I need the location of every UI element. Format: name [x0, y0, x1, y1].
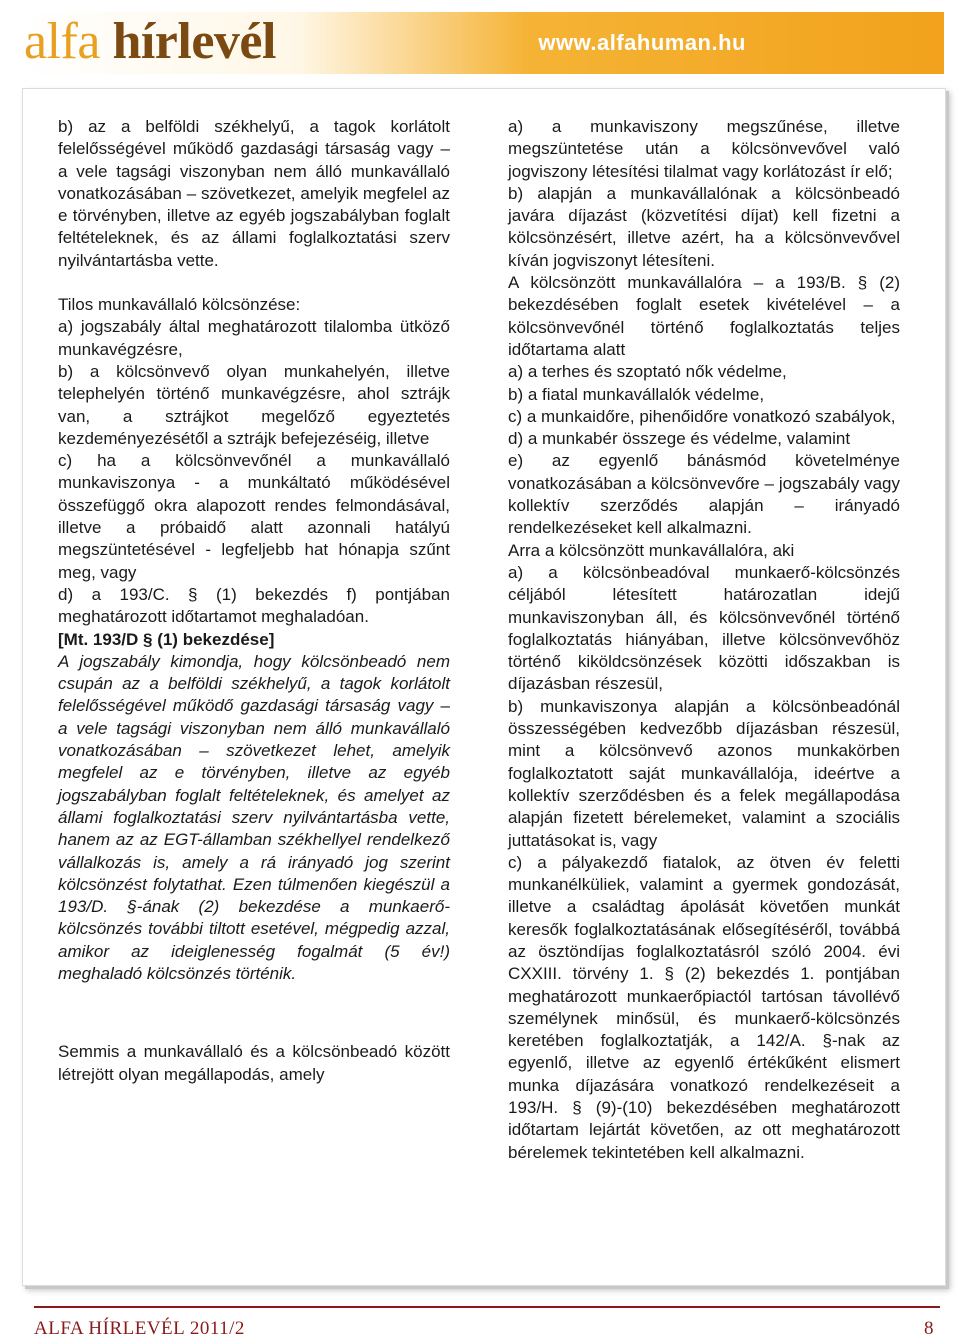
right-column [508, 116, 900, 1164]
paragraph: d) a 193/C. § (1) bekezdés f) pontjában meghatározott időtartamot meghaladóan. [58, 584, 450, 627]
website-url[interactable]: www.alfahuman.hu [538, 30, 746, 55]
paragraph: a) a terhes és szoptató nők védelme, [508, 362, 787, 382]
paragraph: A kölcsönzött munkavállalóra – a 193/B. § (2) bekezdésében foglalt esetek kivételével – a kölcsönvevőnél történő foglalkoztatás teljes időtartama alatt [508, 273, 900, 359]
logo [24, 14, 276, 70]
header-banner [22, 12, 944, 74]
paragraph: a) a munkaviszony megszűnése, illetve megszüntetése után a kölcsönvevővel való jogviszony létesítési tilalmat vagy korlátozást ír elő; [508, 117, 900, 181]
page-number: 8 [924, 1318, 934, 1339]
paragraph: c) a pályakezdő fiatalok, az ötven év feletti munkanélküliek, valamint a gyermek gondozását, illetve a családtag ápolását követően munkát keresők foglalkoztatásának elősegítéséről, továbbá az ösztöndíjas foglalkoztatásról szóló 2004. évi CXXIII. törvény 1. § (2) bekezdés 1. pontjában meghatározott munkaerőpiactól tartósan távollévő személynek minősül, és munkaerő-kölcsönzés keretében foglalkoztatják, a 142/A. §-nak az egyenlő, illetve az egyenlő értékűként elismert munka díjazására vonatkozó rendelkezéseit a 193/H. § (9)-(10) bekezdésében meghatározott időtartam lejártát követően, az ott meghatározott bérelemek tekintetében kell alkalmazni. [508, 852, 900, 1162]
logo-alfa: alfa [24, 13, 100, 70]
logo-hirlevel: hírlevél [112, 13, 276, 70]
paragraph: d) a munkabér összege és védelme, valamint [508, 429, 851, 449]
paragraph: c) ha a kölcsönvevőnél a munkavállaló munkaviszonya - a munkáltató működésével összefüggő okra alapozott rendes felmondásával, illetve a próbaidő alatt azonnali hatályú megszüntetésével - legfeljebb hat hónapja szűnt meg, vagy [58, 451, 450, 582]
footer-title: ALFA HÍRLEVÉL 2011/2 [34, 1318, 245, 1339]
paragraph: b) a kölcsönvevő olyan munkahelyén, illetve telephelyén történő munkavégzésre, ahol sztrájk van, a sztrájkot megelőző egyeztetés kezdeményezésétől a sztrájk befejezéséig, illetve [58, 361, 450, 448]
paragraph: b) munkaviszonya alapján a kölcsönbeadónál összességében kedvezőbb díjazásban részesül, mint a kölcsönvevő azonos munkakörben foglalkoztatott saját munkavállalója, ideértve a kollektív szerződésben és a felek megállapodása alapján fizetett bérelemeket, valamint a szociális juttatásokat is, vagy [508, 696, 900, 850]
footer-divider [34, 1306, 940, 1308]
paragraph: c) a munkaidőre, pihenőidőre vonatkozó szabályok, [508, 406, 896, 426]
paragraph: b) a fiatal munkavállalók védelme, [508, 384, 765, 404]
paragraph: Tilos munkavállaló kölcsönzése: [58, 295, 301, 315]
paragraph: e) az egyenlő bánásmód követelménye vonatkozásában a kölcsönvevőre – jogszabály vagy kollektív szerződés alapján – irányadó rendelkezéseket kell alkalmazni. [508, 451, 900, 538]
paragraph: Arra a kölcsönzött munkavállalóra, aki [508, 540, 795, 560]
left-column [58, 116, 450, 1086]
commentary-quote: A jogszabály kimondja, hogy kölcsönbeadó nem csupán az a belföldi székhelyű, a tagok korlátolt felelősségével működő gazdasági társaság vagy – a vele tagsági viszonyban nem álló munkavállaló vonatkozásában – szövetkezet lehet, amelyik megfelel az e törvényben, illetve az egyéb jogszabályban foglalt feltételeknek, és amelyet az állami foglalkoztatási szerv nyilvántartásba vette, hanem az az EGT-államban székhellyel rendelkező vállalkozás is, amely a rá irányadó jog szerint kölcsönzést folytathat. Ezen túlmenően kiegészül a 193/D. §-ának (2) bekezdése a munkaerő-kölcsönzés további tiltott esetével, mégpedig azzal, amikor az ideiglenesség fogalmát (5 év!) meghaladó kölcsönzés történik. [58, 651, 450, 983]
paragraph: a) a kölcsönbeadóval munkaerő-kölcsönzés céljából létesített határozatlan idejű munkaviszonyban áll, és kölcsönvevőnél történő foglalkoztatás hiányában, illetve kölcsönvevőhöz történő kiköldcsönzések közötti időszakban is díjazásban részesül, [508, 562, 900, 694]
paragraph: b) alapján a munkavállalónak a kölcsönbeadó javára díjazást (közvetítési díjat) kell fizetni a kölcsönzésért, illetve azért, ha a kölcsönvevővel kíván jogviszonyt létesíteni. [508, 183, 900, 270]
paragraph: b) az a belföldi székhelyű, a tagok korlátolt felelősségével működő gazdasági társaság vagy – a vele tagsági viszonyban nem álló munkavállaló vonatkozásában – szövetkezet, amelyik megfelel az e törvényben, illetve az egyéb jogszabályban foglalt feltételeknek, és az állami foglalkoztatási szerv nyilvántartásba vette. [58, 117, 450, 270]
paragraph: Semmis a munkavállaló és a kölcsönbeadó között létrejött olyan megállapodás, amely [58, 1042, 450, 1084]
legal-reference: [Mt. 193/D § (1) bekezdése] [58, 629, 275, 649]
paragraph: a) jogszabály által meghatározott tilalomba ütköző munkavégzésre, [58, 317, 450, 359]
